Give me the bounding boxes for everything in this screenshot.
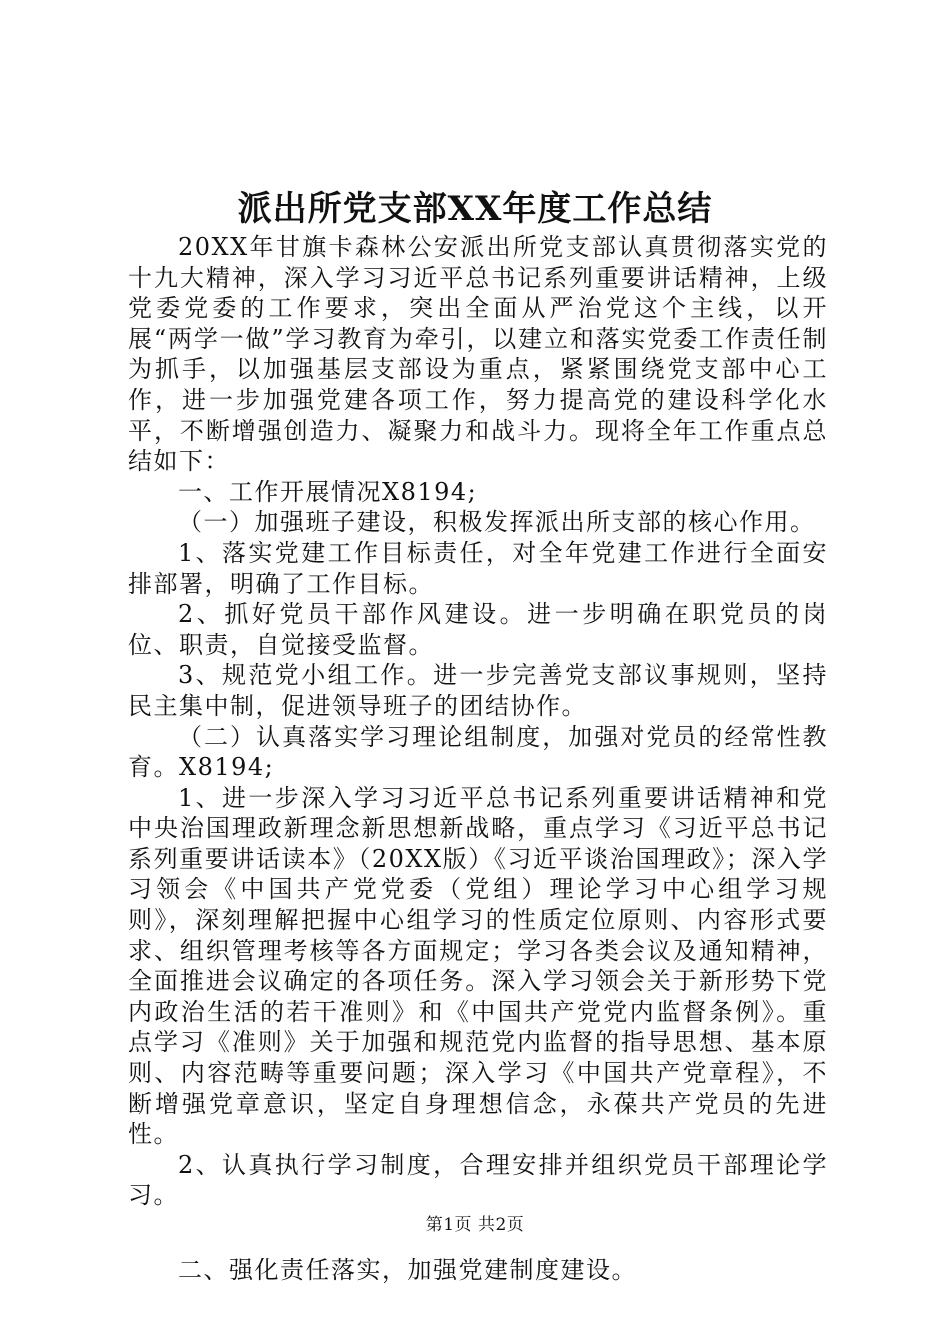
section-heading-1: 一、工作开展情况X8194; bbox=[178, 477, 478, 506]
paragraph-intro: 20XX年甘旗卡森林公安派出所党支部认真贯彻落实党的十九大精神，深入学习习近平总书记系列重要讲话精神，上级党委党委的工作要求，突出全面从严治党这个主线，以开展“两学一做”学习教育为牵引，以建立和落实党委工作责任制为抓手，以加强基层支部设为重点，紧紧围绕党支部中心工作，进一步加强党建各项工作，努力提高党的建设科学化水平，不断增强创造力、凝聚力和战斗力。现将全年工作重点总结如下： bbox=[128, 233, 828, 476]
page-footer: 第1页 共2页 bbox=[425, 1215, 525, 1235]
paragraph-item-1: 1、落实党建工作目标责任，对全年党建工作进行全面安排部署，明确了工作目标。 bbox=[128, 538, 828, 598]
subsection-heading-2: （二）认真落实学习理论组制度，加强对党员的经常性教育。X8194; bbox=[128, 722, 828, 782]
subsection-heading-1: （一）加强班子建设，积极发挥派出所支部的核心作用。 bbox=[178, 508, 816, 537]
section-heading-2: 二、强化责任落实，加强党建制度建设。 bbox=[178, 1256, 637, 1284]
paragraph-item-3: 3、规范党小组工作。进一步完善党支部议事规则，坚持民主集中制，促进领导班子的团结协作。 bbox=[128, 661, 828, 720]
document-body bbox=[128, 232, 828, 1286]
document-title: 派出所党支部XX年度工作总结 bbox=[237, 189, 713, 229]
paragraph-study-2: 2、认真执行学习制度，合理安排并组织党员干部理论学习。 bbox=[128, 1150, 828, 1210]
paragraph-study-1: 1、进一步深入学习习近平总书记系列重要讲话精神和党中央治国理政新理念新思想新战略，重点学习《习近平总书记系列重要讲话读本》（20XX版）《习近平谈治国理政》；深入学习领会《中国共产党党委（党组）理论学习中心组学习规则》，深刻理解把握中心组学习的性质定位原则、内容形式要求、组织管理考核等各方面规定；学习各类会议及通知精神，全面推进会议确定的各项任务。深入学习领会关于新形势下党内政治生活的若干准则》和《中国共产党党内监督条例》。重点学习《准则》关于加强和规范党内监督的指导思想、基本原则、内容范畴等重要问题；深入学习《中国共产党章程》，不断增强党章意识，坚定自身理想信念，永葆共产党员的先进性。 bbox=[128, 783, 828, 1149]
paragraph-item-2: 2、抓好党员干部作风建设。进一步明确在职党员的岗位、职责，自觉接受监督。 bbox=[128, 600, 828, 659]
